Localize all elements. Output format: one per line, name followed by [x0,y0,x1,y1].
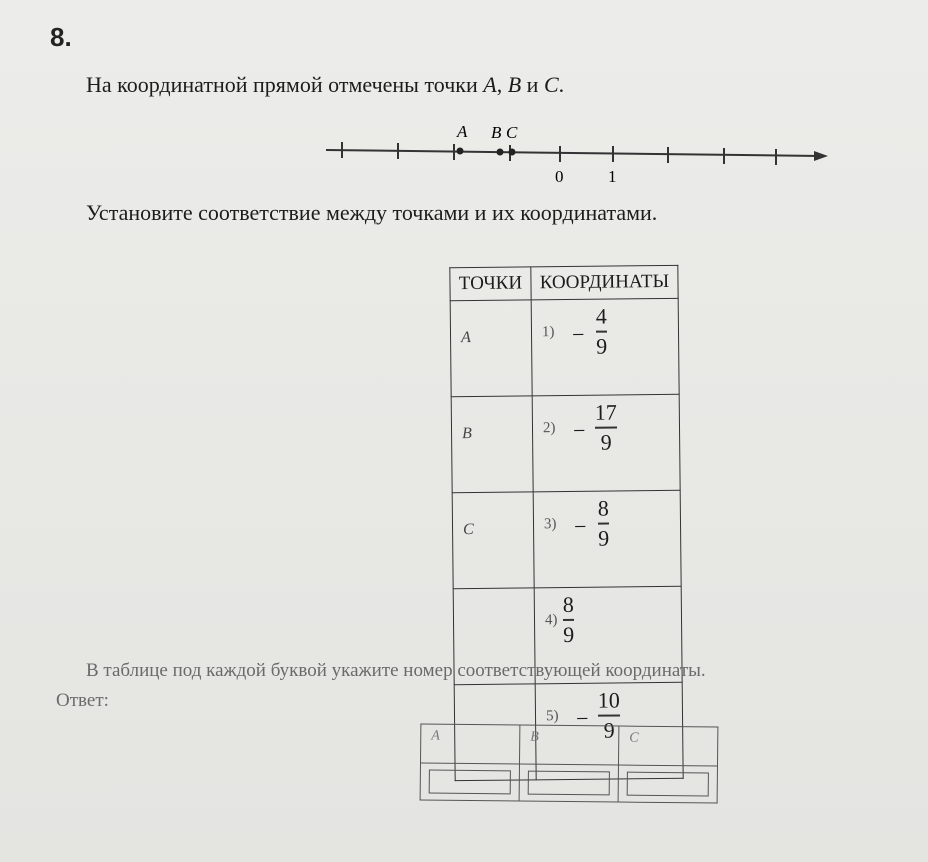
answer-box-c[interactable] [627,772,709,797]
header-points: ТОЧКИ [450,267,531,301]
minus-sign: − [573,513,587,539]
answer-header-c: C [618,726,717,766]
coordinate-option-2 [532,394,680,492]
fraction-bar [598,523,609,525]
option-number: 5) [545,708,559,725]
answer-label: Ответ: [56,690,109,711]
option-number: 4) [544,612,558,629]
option-number: 3) [543,516,557,533]
answer-table [420,723,719,803]
point-c-label: C [543,72,559,97]
denominator: 9 [596,333,608,359]
minus-sign: − [572,417,586,443]
tick-label-zero: 0 [555,167,564,186]
answer-cell-c[interactable] [618,765,717,803]
statement-comma: , [496,72,503,97]
answer-input-row [420,763,717,803]
task-statement [86,72,564,98]
answer-box-b[interactable] [528,771,610,796]
point-a-dot [457,148,464,155]
answer-header-row [420,724,717,766]
numerator: 8 [562,591,574,618]
axis-arrow [814,151,828,161]
denominator: 9 [563,621,575,647]
answer-cell-a[interactable] [420,763,519,801]
numerator: 10 [597,687,620,713]
answer-cell-b[interactable] [519,764,618,802]
row-point-c: C [452,492,534,589]
denominator: 9 [600,429,612,455]
point-a-label: A [483,72,497,97]
fraction-bar [563,619,574,621]
point-b-label: B [507,72,522,97]
fraction [563,592,575,648]
answer-header-b: B [519,725,618,765]
point-c-dot [509,149,516,156]
minus-sign: − [575,705,589,731]
fraction-bar [595,426,617,428]
task-instruction: Установите соответствие между точками и их координатами. [86,200,658,225]
line-label-b: B [491,123,502,142]
fraction-bar [598,714,620,716]
statement-period: . [558,72,565,97]
denominator: 9 [598,525,610,551]
fraction [595,399,618,455]
numerator: 8 [597,495,609,521]
line-label-a: A [457,122,468,141]
statement-text: На координатной прямой отмечены точки [86,72,478,97]
coordinate-option-1 [531,298,679,396]
statement-and: и [526,72,539,97]
coordinate-option-3 [533,490,681,588]
tick-label-one: 1 [608,167,617,186]
fraction-bar [596,331,607,333]
denominator: 9 [603,717,615,743]
table-row [450,298,679,396]
numerator: 17 [594,399,617,425]
table-row [451,394,680,492]
table-header-row [450,265,678,300]
axis-line [326,150,820,156]
answer-header-a: A [420,724,519,764]
option-number: 2) [542,420,556,437]
fraction [598,496,610,552]
fraction [596,304,608,360]
minus-sign: − [571,321,585,347]
line-label-c: C [506,123,518,142]
numerator: 4 [595,303,607,329]
task-number: 8. [50,22,72,52]
header-coordinates: КООРДИНАТЫ [531,265,678,300]
table-row [452,490,681,588]
point-b-dot [497,149,504,156]
axis-ticks [342,142,776,165]
number-line [320,118,840,188]
option-number: 1) [541,324,555,341]
row-point-a: A [450,300,532,397]
row-point-b: B [451,396,533,493]
answer-box-a[interactable] [429,770,511,795]
answer-instruction: В таблице под каждой буквой укажите номер соответствующей координаты. [86,660,706,681]
matching-table [449,265,683,781]
